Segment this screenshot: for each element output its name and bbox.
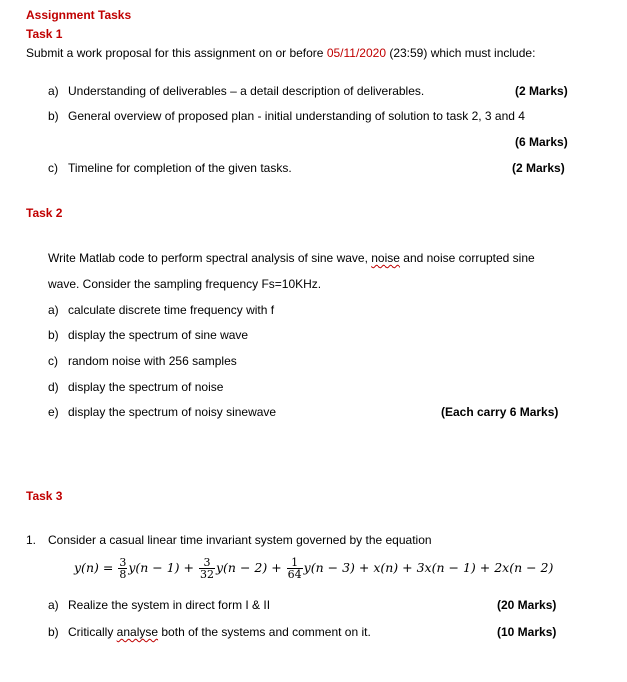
task2-item-a-letter: a) (48, 303, 59, 317)
task1-item-a-marks: (2 Marks) (515, 84, 568, 98)
task3-item-a-text: Realize the system in direct form I & II (68, 598, 271, 612)
equation-term1: y(n − 1) + (128, 560, 194, 575)
task2-noise-word: noise (371, 251, 400, 265)
task1-item-c-letter: c) (48, 161, 58, 175)
task1-due-date: 05/11/2020 (326, 46, 386, 60)
task1-intro (26, 46, 535, 60)
task2-item-d-letter: d) (48, 380, 59, 394)
task2-item-b-text: display the spectrum of sine wave (68, 328, 249, 342)
task2-item-c-letter: c) (48, 354, 58, 368)
equation-lhs: y(n) = (74, 560, 114, 575)
task2-line2: wave. Consider the sampling frequency Fs=10KHz. (48, 277, 322, 291)
task3-item-b-before: Critically (68, 625, 117, 639)
fraction-3-32-num: 3 (199, 557, 215, 569)
difference-equation (74, 556, 553, 580)
task3-item-a-marks: (20 Marks) (497, 598, 557, 612)
fraction-3-8 (118, 557, 127, 580)
fraction-3-8-num: 3 (119, 556, 127, 569)
task2-item-b-letter: b) (48, 328, 59, 342)
task2-item-e-text: display the spectrum of noisy sinewave (68, 405, 277, 419)
task3-title: Task 3 (26, 489, 63, 503)
task2-item-e-letter: e) (48, 405, 59, 419)
task1-item-a-text: Understanding of deliverables – a detail description of deliverables. (68, 84, 425, 98)
task1-item-c-marks: (2 Marks) (512, 161, 565, 175)
fraction-1-64-den: 64 (287, 568, 302, 581)
task2-line1 (48, 251, 535, 265)
equation-term2: y(n − 2) + (215, 560, 282, 575)
task3-item-a-letter: a) (48, 598, 59, 612)
task3-question-number: 1. (26, 533, 37, 547)
task3-item-b-marks: (10 Marks) (497, 625, 557, 639)
task2-marks: (Each carry 6 Marks) (441, 405, 559, 419)
fraction-1-64 (287, 557, 303, 580)
task1-item-c-text: Timeline for completion of the given tasks. (68, 161, 292, 175)
task1-item-a-letter: a) (48, 84, 59, 98)
task2-line1-before: Write Matlab code to perform spectral analysis of sine wave, (48, 251, 372, 265)
fraction-3-32-den: 32 (199, 568, 214, 581)
task2-item-c-text: random noise with 256 samples (68, 354, 237, 368)
task2-item-a-text: calculate discrete time frequency with f (68, 303, 275, 317)
task1-item-b-marks: (6 Marks) (515, 135, 568, 149)
task2-item-d-text: display the spectrum of noise (68, 380, 224, 394)
task1-intro-before: Submit a work proposal for this assignment on or before (26, 46, 327, 60)
heading: Assignment Tasks (26, 8, 132, 22)
equation-term3: y(n − 3) + x(n) + 3x(n − 1) + 2x(n − 2) (303, 560, 554, 575)
task3-question-text: Consider a casual linear time invariant system governed by the equation (48, 533, 432, 547)
task1-item-b-letter: b) (48, 109, 59, 123)
task3-item-b-text (68, 625, 371, 639)
task1-intro-after: (23:59) which must include: (386, 46, 536, 60)
task3-analyse-word: analyse (116, 625, 159, 639)
fraction-1-64-num: 1 (287, 557, 303, 569)
fraction-3-8-den: 8 (119, 568, 127, 581)
task1-title: Task 1 (26, 27, 63, 41)
task2-title: Task 2 (26, 206, 63, 220)
task3-item-b-letter: b) (48, 625, 59, 639)
task2-line1-after: and noise corrupted sine (399, 251, 535, 265)
task3-item-b-after: both of the systems and comment on it. (158, 625, 371, 639)
task1-item-b-text: General overview of proposed plan - initial understanding of solution to task 2, 3 and 4 (68, 109, 525, 123)
fraction-3-32 (199, 557, 215, 580)
